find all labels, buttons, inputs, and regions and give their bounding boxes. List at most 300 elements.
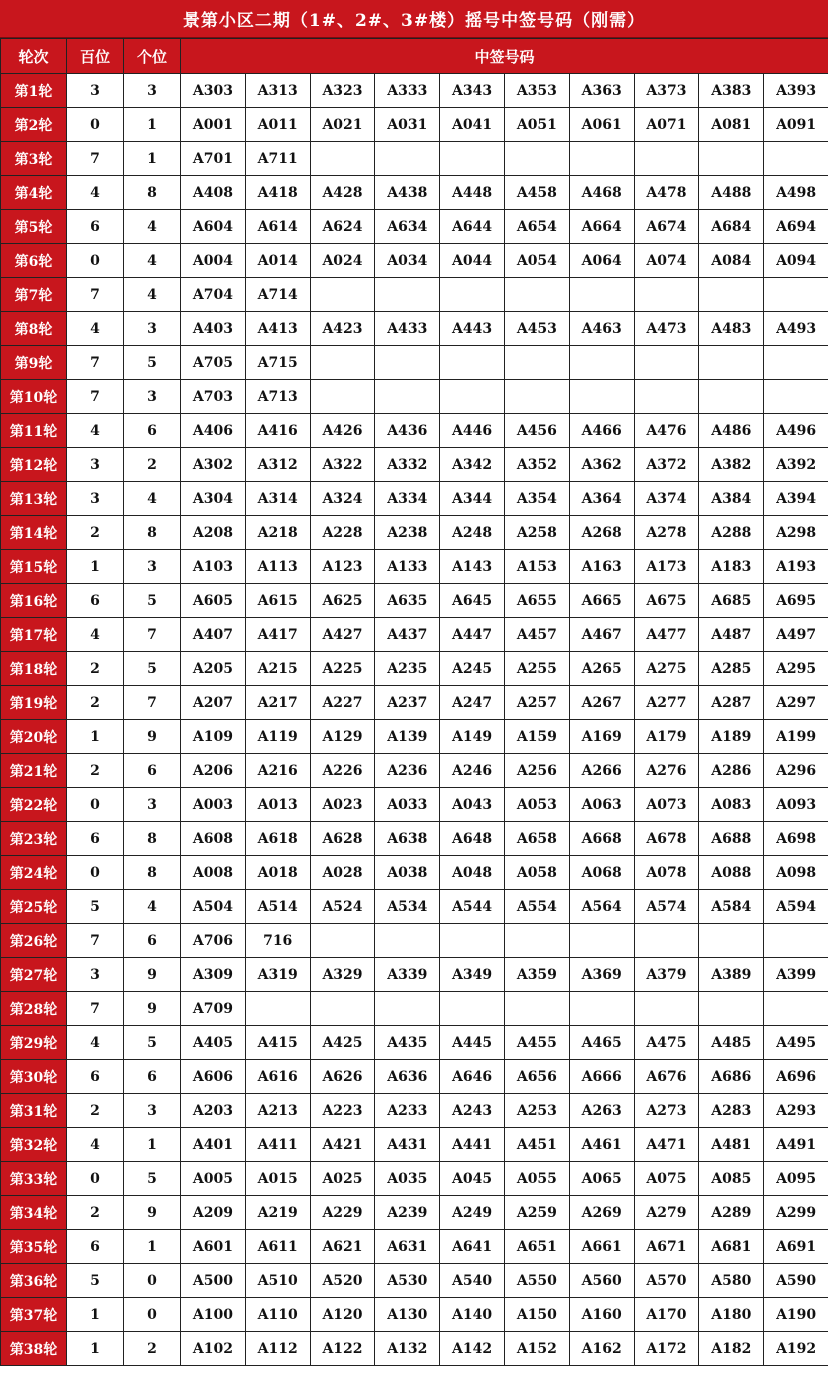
round-cell: 第10轮 (1, 380, 67, 414)
code-cell: A473 (634, 312, 699, 346)
round-cell: 第17轮 (1, 618, 67, 652)
hundreds-cell: 1 (67, 720, 124, 754)
code-cell: A701 (181, 142, 246, 176)
code-cell: A352 (504, 448, 569, 482)
hundreds-cell: 2 (67, 516, 124, 550)
code-cell: A123 (310, 550, 375, 584)
code-cell: A443 (440, 312, 505, 346)
code-cell: A102 (181, 1332, 246, 1366)
header-hundreds: 百位 (67, 39, 124, 74)
code-cell (440, 380, 505, 414)
code-cell: A413 (245, 312, 310, 346)
code-cell (699, 992, 764, 1026)
code-cell: A488 (699, 176, 764, 210)
code-cell (634, 278, 699, 312)
code-cell (310, 380, 375, 414)
code-cell (375, 142, 440, 176)
code-cell: A678 (634, 822, 699, 856)
code-cell: A296 (764, 754, 828, 788)
round-cell: 第31轮 (1, 1094, 67, 1128)
units-cell: 9 (124, 1196, 181, 1230)
hundreds-cell: 7 (67, 992, 124, 1026)
code-cell: A423 (310, 312, 375, 346)
code-cell: A289 (699, 1196, 764, 1230)
round-cell: 第11轮 (1, 414, 67, 448)
code-cell: A120 (310, 1298, 375, 1332)
code-cell: A354 (504, 482, 569, 516)
code-cell (504, 992, 569, 1026)
code-cell: A674 (634, 210, 699, 244)
code-cell: A091 (764, 108, 828, 142)
code-cell: A074 (634, 244, 699, 278)
code-cell: A162 (569, 1332, 634, 1366)
code-cell: A364 (569, 482, 634, 516)
round-cell: 第33轮 (1, 1162, 67, 1196)
code-cell: A497 (764, 618, 828, 652)
code-cell (440, 346, 505, 380)
code-cell: A041 (440, 108, 505, 142)
code-cell: A655 (504, 584, 569, 618)
table-row (1, 380, 828, 414)
code-cell: A172 (634, 1332, 699, 1366)
hundreds-cell: 0 (67, 856, 124, 890)
code-cell: A671 (634, 1230, 699, 1264)
code-cell: A651 (504, 1230, 569, 1264)
code-cell: A453 (504, 312, 569, 346)
code-cell: A463 (569, 312, 634, 346)
code-cell: A608 (181, 822, 246, 856)
hundreds-cell: 7 (67, 924, 124, 958)
hundreds-cell: 2 (67, 686, 124, 720)
code-cell: A288 (699, 516, 764, 550)
code-cell: A295 (764, 652, 828, 686)
table-row (1, 618, 828, 652)
table-row (1, 482, 828, 516)
code-cell: A038 (375, 856, 440, 890)
code-cell: A486 (699, 414, 764, 448)
code-cell: A190 (764, 1298, 828, 1332)
code-cell: A249 (440, 1196, 505, 1230)
round-cell: 第38轮 (1, 1332, 67, 1366)
round-cell: 第12轮 (1, 448, 67, 482)
units-cell: 5 (124, 346, 181, 380)
code-cell: A465 (569, 1026, 634, 1060)
code-cell: A265 (569, 652, 634, 686)
code-cell: A237 (375, 686, 440, 720)
code-cell: A695 (764, 584, 828, 618)
code-cell: A665 (569, 584, 634, 618)
code-cell: A696 (764, 1060, 828, 1094)
hundreds-cell: 4 (67, 1026, 124, 1060)
code-cell: A169 (569, 720, 634, 754)
code-cell: A093 (764, 788, 828, 822)
code-cell: A253 (504, 1094, 569, 1128)
code-cell: A303 (181, 74, 246, 108)
code-cell: A706 (181, 924, 246, 958)
round-cell: 第13轮 (1, 482, 67, 516)
code-cell: A359 (504, 958, 569, 992)
round-cell: 第4轮 (1, 176, 67, 210)
code-cell: A614 (245, 210, 310, 244)
code-cell: A457 (504, 618, 569, 652)
round-cell: 第29轮 (1, 1026, 67, 1060)
round-cell: 第21轮 (1, 754, 67, 788)
code-cell: A421 (310, 1128, 375, 1162)
units-cell: 1 (124, 1128, 181, 1162)
code-cell: A661 (569, 1230, 634, 1264)
round-cell: 第27轮 (1, 958, 67, 992)
code-cell: A084 (699, 244, 764, 278)
code-cell: A524 (310, 890, 375, 924)
code-cell: A332 (375, 448, 440, 482)
code-cell: A110 (245, 1298, 310, 1332)
code-cell: A205 (181, 652, 246, 686)
code-cell: A436 (375, 414, 440, 448)
round-cell: 第7轮 (1, 278, 67, 312)
code-cell (504, 142, 569, 176)
code-cell: A119 (245, 720, 310, 754)
round-cell: 第9轮 (1, 346, 67, 380)
code-cell: A615 (245, 584, 310, 618)
code-cell: A275 (634, 652, 699, 686)
code-cell: A574 (634, 890, 699, 924)
code-cell: A451 (504, 1128, 569, 1162)
code-cell: A139 (375, 720, 440, 754)
round-cell: 第35轮 (1, 1230, 67, 1264)
code-cell: A133 (375, 550, 440, 584)
code-cell: A094 (764, 244, 828, 278)
code-cell: A618 (245, 822, 310, 856)
results-table (0, 38, 828, 1366)
round-cell: 第22轮 (1, 788, 67, 822)
code-cell: A534 (375, 890, 440, 924)
table-row (1, 550, 828, 584)
header-winning-codes: 中签号码 (181, 39, 828, 74)
units-cell: 5 (124, 1026, 181, 1060)
code-cell: A458 (504, 176, 569, 210)
code-cell: A268 (569, 516, 634, 550)
code-cell: A045 (440, 1162, 505, 1196)
units-cell: 4 (124, 210, 181, 244)
code-cell: A616 (245, 1060, 310, 1094)
code-cell: A312 (245, 448, 310, 482)
code-cell: A498 (764, 176, 828, 210)
code-cell: A159 (504, 720, 569, 754)
table-row (1, 74, 828, 108)
code-cell: A407 (181, 618, 246, 652)
code-cell: A343 (440, 74, 505, 108)
code-cell: A435 (375, 1026, 440, 1060)
code-cell: A606 (181, 1060, 246, 1094)
code-cell: A098 (764, 856, 828, 890)
code-cell: A658 (504, 822, 569, 856)
code-cell: A406 (181, 414, 246, 448)
table-row (1, 958, 828, 992)
code-cell: A467 (569, 618, 634, 652)
units-cell: 9 (124, 958, 181, 992)
code-cell: A319 (245, 958, 310, 992)
round-cell: 第2轮 (1, 108, 67, 142)
code-cell: A297 (764, 686, 828, 720)
code-cell: A236 (375, 754, 440, 788)
table-row (1, 652, 828, 686)
code-cell: A383 (699, 74, 764, 108)
code-cell (440, 142, 505, 176)
code-cell: A227 (310, 686, 375, 720)
hundreds-cell: 6 (67, 822, 124, 856)
round-cell: 第18轮 (1, 652, 67, 686)
table-row (1, 890, 828, 924)
code-cell: A628 (310, 822, 375, 856)
code-cell (504, 278, 569, 312)
code-cell: A417 (245, 618, 310, 652)
code-cell: A233 (375, 1094, 440, 1128)
code-cell: A208 (181, 516, 246, 550)
code-cell (699, 346, 764, 380)
code-cell: A646 (440, 1060, 505, 1094)
code-cell: A685 (699, 584, 764, 618)
hundreds-cell: 1 (67, 1298, 124, 1332)
code-cell: A075 (634, 1162, 699, 1196)
code-cell: A393 (764, 74, 828, 108)
code-cell: A279 (634, 1196, 699, 1230)
units-cell: 1 (124, 108, 181, 142)
code-cell: A392 (764, 448, 828, 482)
code-cell: A500 (181, 1264, 246, 1298)
code-cell: A313 (245, 74, 310, 108)
code-cell (504, 380, 569, 414)
code-cell: A109 (181, 720, 246, 754)
code-cell (504, 924, 569, 958)
code-cell: A129 (310, 720, 375, 754)
code-cell (310, 278, 375, 312)
page-title: 景第小区二期（1#、2#、3#楼）摇号中签号码（刚需） (0, 0, 828, 38)
code-cell: A416 (245, 414, 310, 448)
header-units: 个位 (124, 39, 181, 74)
code-cell: A058 (504, 856, 569, 890)
code-cell: A369 (569, 958, 634, 992)
code-cell: 716 (245, 924, 310, 958)
hundreds-cell: 6 (67, 584, 124, 618)
units-cell: 9 (124, 992, 181, 1026)
code-cell: A043 (440, 788, 505, 822)
code-cell (440, 992, 505, 1026)
code-cell: A668 (569, 822, 634, 856)
code-cell: A298 (764, 516, 828, 550)
code-cell: A225 (310, 652, 375, 686)
code-cell: A215 (245, 652, 310, 686)
code-cell (764, 924, 828, 958)
code-cell: A514 (245, 890, 310, 924)
units-cell: 3 (124, 1094, 181, 1128)
round-cell: 第23轮 (1, 822, 67, 856)
code-cell: A401 (181, 1128, 246, 1162)
code-cell: A611 (245, 1230, 310, 1264)
code-cell: A255 (504, 652, 569, 686)
code-cell (764, 142, 828, 176)
code-cell: A504 (181, 890, 246, 924)
code-cell: A645 (440, 584, 505, 618)
code-cell: A034 (375, 244, 440, 278)
units-cell: 4 (124, 244, 181, 278)
code-cell: A461 (569, 1128, 634, 1162)
table-row (1, 1060, 828, 1094)
code-cell: A008 (181, 856, 246, 890)
table-row (1, 312, 828, 346)
code-cell: A399 (764, 958, 828, 992)
code-cell (634, 346, 699, 380)
code-cell (634, 142, 699, 176)
units-cell: 1 (124, 142, 181, 176)
code-cell (440, 924, 505, 958)
hundreds-cell: 0 (67, 1162, 124, 1196)
code-cell: A150 (504, 1298, 569, 1332)
code-cell: A636 (375, 1060, 440, 1094)
code-cell: A468 (569, 176, 634, 210)
code-cell: A054 (504, 244, 569, 278)
code-cell: A226 (310, 754, 375, 788)
code-cell: A510 (245, 1264, 310, 1298)
table-row (1, 176, 828, 210)
units-cell: 8 (124, 822, 181, 856)
code-cell: A560 (569, 1264, 634, 1298)
code-cell: A427 (310, 618, 375, 652)
code-cell: A213 (245, 1094, 310, 1128)
code-cell: A018 (245, 856, 310, 890)
hundreds-cell: 2 (67, 1196, 124, 1230)
code-cell: A217 (245, 686, 310, 720)
hundreds-cell: 4 (67, 1128, 124, 1162)
code-cell: A666 (569, 1060, 634, 1094)
code-cell: A122 (310, 1332, 375, 1366)
code-cell: A103 (181, 550, 246, 584)
code-cell: A160 (569, 1298, 634, 1332)
table-row (1, 1264, 828, 1298)
code-cell: A025 (310, 1162, 375, 1196)
code-cell: A209 (181, 1196, 246, 1230)
code-cell (634, 924, 699, 958)
code-cell: A243 (440, 1094, 505, 1128)
code-cell: A493 (764, 312, 828, 346)
code-cell: A130 (375, 1298, 440, 1332)
round-cell: 第37轮 (1, 1298, 67, 1332)
table-row (1, 584, 828, 618)
code-cell: A329 (310, 958, 375, 992)
code-cell: A073 (634, 788, 699, 822)
table-row (1, 788, 828, 822)
code-cell: A033 (375, 788, 440, 822)
code-cell: A544 (440, 890, 505, 924)
table-row (1, 1026, 828, 1060)
code-cell: A283 (699, 1094, 764, 1128)
hundreds-cell: 2 (67, 652, 124, 686)
code-cell: A554 (504, 890, 569, 924)
hundreds-cell: 0 (67, 788, 124, 822)
code-cell (764, 346, 828, 380)
units-cell: 3 (124, 550, 181, 584)
hundreds-cell: 1 (67, 1332, 124, 1366)
code-cell: A203 (181, 1094, 246, 1128)
code-cell: A287 (699, 686, 764, 720)
code-cell: A267 (569, 686, 634, 720)
code-cell: A688 (699, 822, 764, 856)
code-cell: A342 (440, 448, 505, 482)
table-row (1, 278, 828, 312)
table-row (1, 210, 828, 244)
code-cell: A024 (310, 244, 375, 278)
units-cell: 3 (124, 788, 181, 822)
table-row (1, 924, 828, 958)
units-cell: 4 (124, 278, 181, 312)
code-cell: A418 (245, 176, 310, 210)
code-cell: A266 (569, 754, 634, 788)
code-cell: A713 (245, 380, 310, 414)
round-cell: 第36轮 (1, 1264, 67, 1298)
code-cell: A431 (375, 1128, 440, 1162)
table-row (1, 856, 828, 890)
code-cell: A003 (181, 788, 246, 822)
table-row (1, 754, 828, 788)
code-cell: A433 (375, 312, 440, 346)
code-cell: A132 (375, 1332, 440, 1366)
round-cell: 第28轮 (1, 992, 67, 1026)
units-cell: 6 (124, 1060, 181, 1094)
code-cell: A207 (181, 686, 246, 720)
units-cell: 9 (124, 720, 181, 754)
code-cell: A206 (181, 754, 246, 788)
units-cell: 6 (124, 754, 181, 788)
code-cell: A681 (699, 1230, 764, 1264)
code-cell (375, 992, 440, 1026)
table-row (1, 1196, 828, 1230)
code-cell (634, 992, 699, 1026)
code-cell: A675 (634, 584, 699, 618)
code-cell: A113 (245, 550, 310, 584)
code-cell (504, 346, 569, 380)
round-cell: 第5轮 (1, 210, 67, 244)
hundreds-cell: 4 (67, 312, 124, 346)
code-cell: A324 (310, 482, 375, 516)
code-cell: A353 (504, 74, 569, 108)
units-cell: 6 (124, 924, 181, 958)
code-cell: A035 (375, 1162, 440, 1196)
code-cell: A654 (504, 210, 569, 244)
code-cell: A005 (181, 1162, 246, 1196)
code-cell: A153 (504, 550, 569, 584)
code-cell: A604 (181, 210, 246, 244)
code-cell: A021 (310, 108, 375, 142)
table-row (1, 1094, 828, 1128)
code-cell: A491 (764, 1128, 828, 1162)
hundreds-cell: 3 (67, 482, 124, 516)
code-cell: A715 (245, 346, 310, 380)
code-cell: A664 (569, 210, 634, 244)
code-cell (699, 142, 764, 176)
code-cell: A711 (245, 142, 310, 176)
table-row (1, 1332, 828, 1366)
code-cell: A590 (764, 1264, 828, 1298)
code-cell: A238 (375, 516, 440, 550)
table-row (1, 1128, 828, 1162)
code-cell: A228 (310, 516, 375, 550)
code-cell: A705 (181, 346, 246, 380)
code-cell: A694 (764, 210, 828, 244)
round-cell: 第30轮 (1, 1060, 67, 1094)
code-cell: A011 (245, 108, 310, 142)
code-cell: A063 (569, 788, 634, 822)
units-cell: 0 (124, 1298, 181, 1332)
code-cell: A408 (181, 176, 246, 210)
